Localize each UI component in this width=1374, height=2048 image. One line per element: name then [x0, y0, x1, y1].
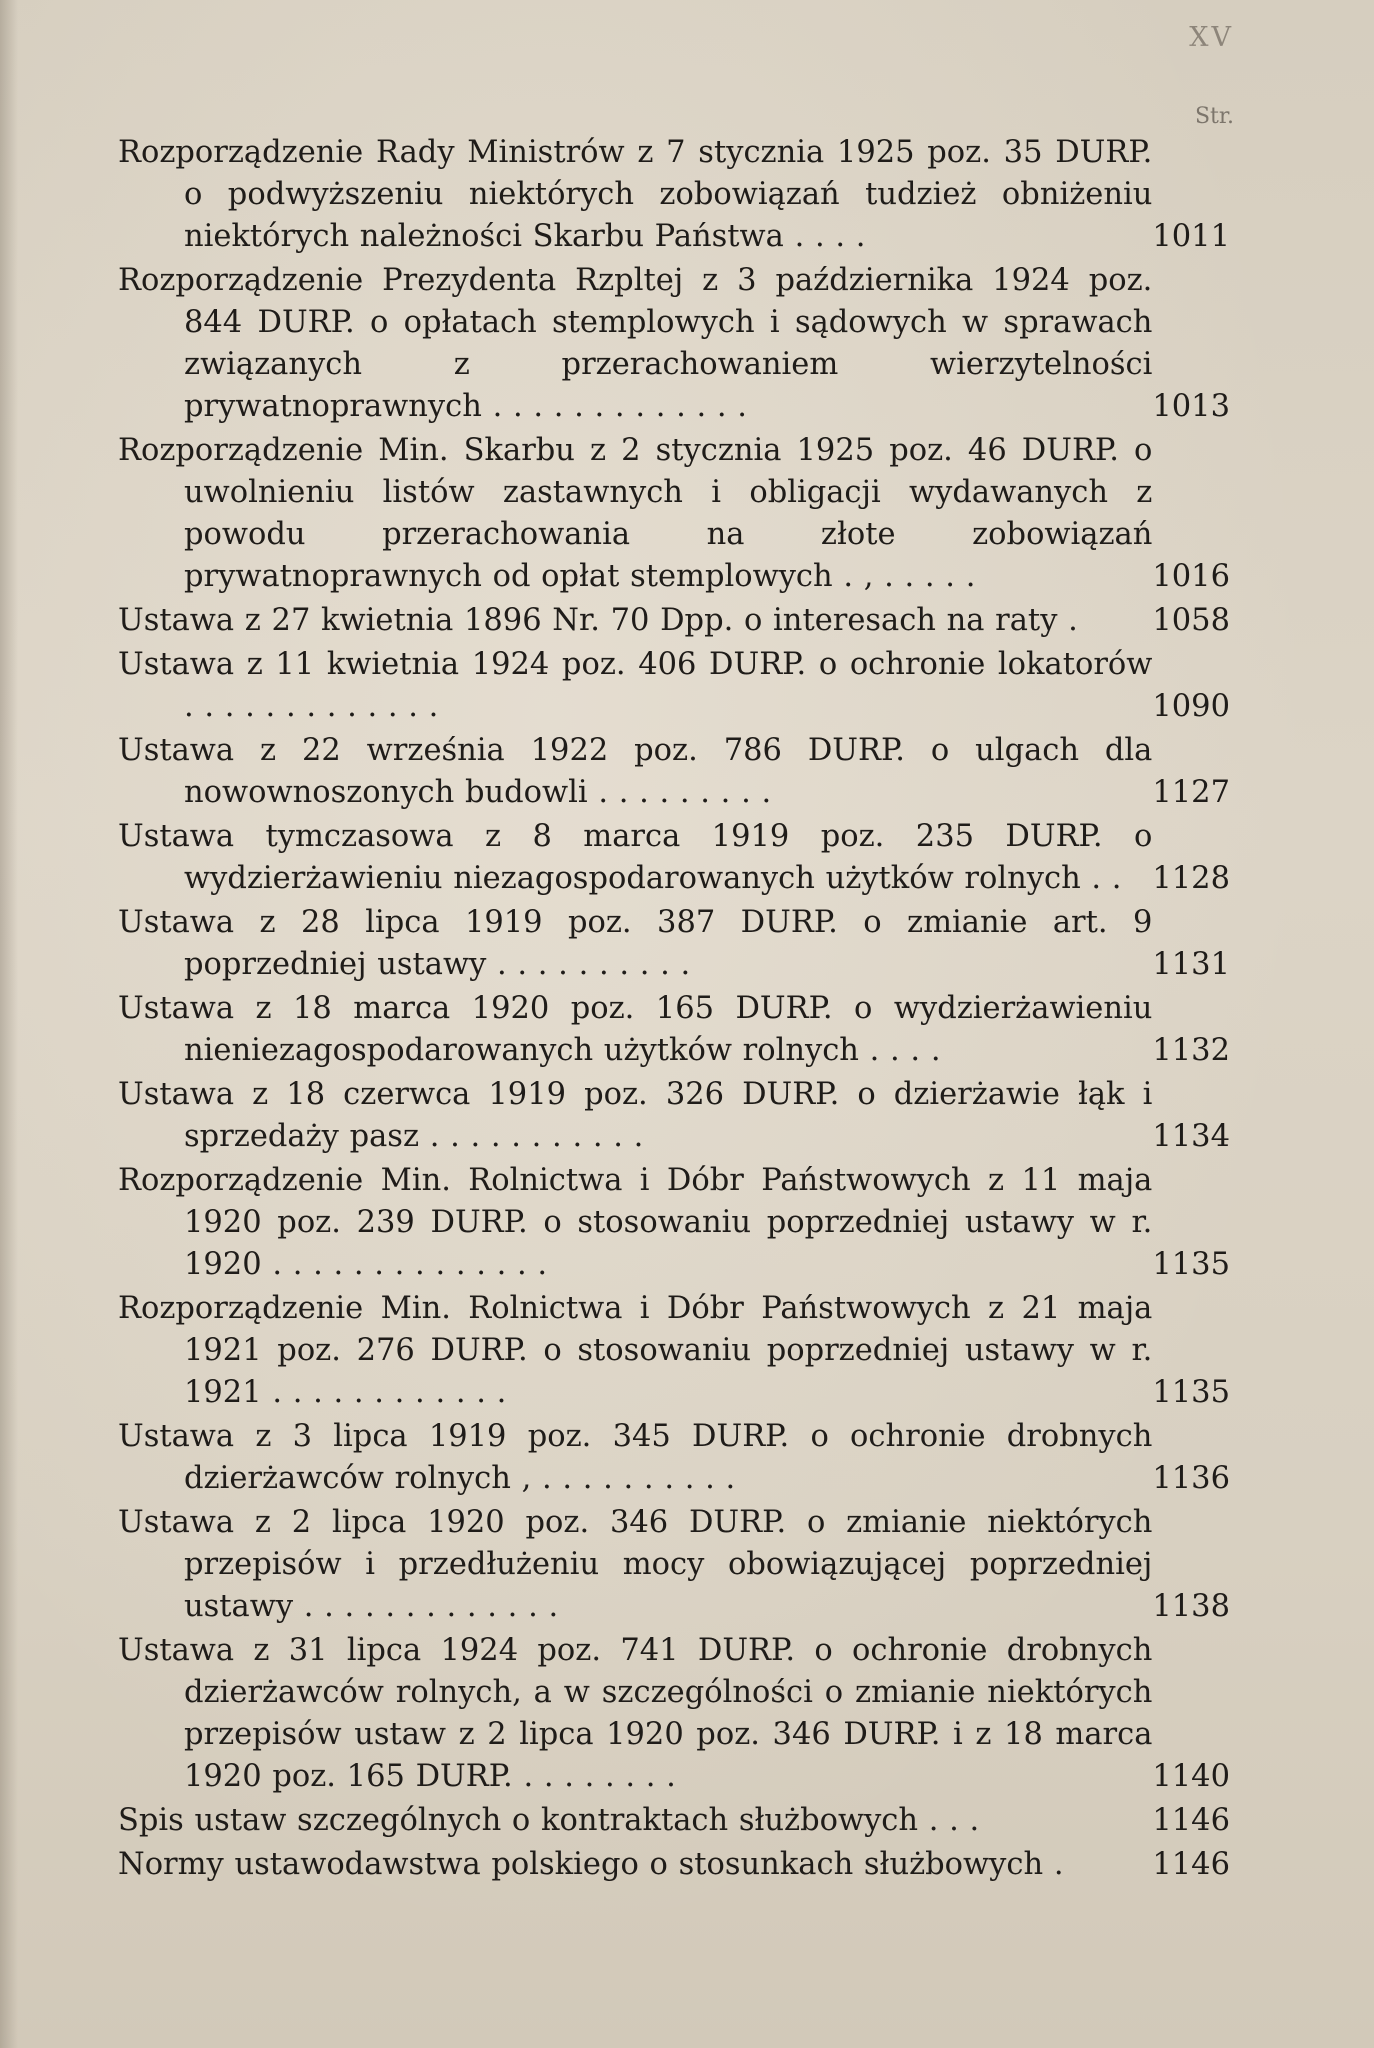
dot-leader: . . . . . . . . . . . . . [184, 689, 439, 724]
toc-entry-page: 1090 [1152, 689, 1230, 724]
toc-entry-title: Rozporządzenie Min. Skarbu z 2 stycznia 1925 poz. 46 DURP. o uwolnieniu listów zastawnych i obligacji wydawanych z powodu przerachowania na złote zobowiązań prywatnoprawnych od opłat stemplowych [118, 433, 1153, 594]
dot-leader: . [1068, 603, 1078, 638]
toc-entry-title: Rozporządzenie Min. Rolnictwa i Dóbr Państwowych z 11 maja 1920 poz. 239 DURP. o stosowaniu poprzedniej ustawy w r. 1920 [118, 1163, 1153, 1282]
page-number: XV [1189, 22, 1234, 53]
table-of-contents [118, 132, 1230, 1886]
toc-entry-title: Ustawa z 3 lipca 1919 poz. 345 DURP. o ochronie drobnych dzierżawców rolnych [118, 1419, 1153, 1496]
page-column-label: Str. [1194, 104, 1234, 129]
dot-leader: , . . . . . . . . . . [521, 1461, 736, 1496]
toc-entry-page: 1146 [1152, 1803, 1230, 1838]
toc-entry [118, 1416, 1230, 1500]
toc-entry [118, 902, 1230, 986]
toc-entry-title: Ustawa z 18 marca 1920 poz. 165 DURP. o wydzierżawieniu nieniezagospodarowanych użytków rolnych [118, 991, 1153, 1068]
toc-entry-title: Rozporządzenie Prezydenta Rzpltej z 3 października 1924 poz. 844 DURP. o opłatach stemplowych i sądowych w sprawach związanych z przerachowaniem wierzytelności prywatnoprawnych [118, 263, 1153, 424]
toc-entry-title: Ustawa z 18 czerwca 1919 poz. 326 DURP. o dzierżawie łąk i sprzedaży pasz [118, 1077, 1153, 1154]
toc-entry-title: Ustawa z 27 kwietnia 1896 Nr. 70 Dpp. o interesach na raty [118, 603, 1058, 638]
toc-entry [118, 1502, 1230, 1628]
toc-entry [118, 816, 1230, 900]
toc-entry-title: Ustawa z 11 kwietnia 1924 poz. 406 DURP. o ochronie lokatorów [118, 647, 1153, 682]
toc-entry [118, 730, 1230, 814]
toc-entry-title: Spis ustaw szczególnych o kontraktach służbowych [118, 1803, 919, 1838]
toc-entry-page: 1136 [1152, 1461, 1230, 1496]
toc-entry [118, 988, 1230, 1072]
toc-entry [118, 1074, 1230, 1158]
dot-leader: . . . . . . . . . . . . [272, 1375, 507, 1410]
dot-leader: . . . . [869, 1033, 941, 1068]
toc-entry [118, 644, 1230, 728]
toc-entry-page: 1146 [1152, 1847, 1230, 1882]
toc-entry-page: 1011 [1152, 219, 1230, 254]
toc-entry-title: Ustawa z 28 lipca 1919 poz. 387 DURP. o zmianie art. 9 poprzedniej ustawy [118, 905, 1153, 982]
toc-entry-page: 1134 [1152, 1119, 1230, 1154]
toc-entry-title: Rozporządzenie Rady Ministrów z 7 stycznia 1925 poz. 35 DURP. o podwyższeniu niektórych zobowiązań tudzież obniżeniu niektórych należności Skarbu Państwa [118, 135, 1153, 254]
toc-entry [118, 132, 1230, 258]
toc-entry-page: 1058 [1152, 603, 1230, 638]
toc-entry-title: Ustawa tymczasowa z 8 marca 1919 poz. 235 DURP. o wydzierżawieniu niezagospodarowanych użytków rolnych [118, 819, 1153, 896]
toc-entry-page: 1127 [1152, 775, 1230, 810]
toc-entry [118, 260, 1230, 428]
toc-entry-page: 1132 [1152, 1033, 1230, 1068]
toc-entry-page: 1135 [1152, 1375, 1230, 1410]
dot-leader: . . [1091, 861, 1122, 896]
toc-entry-title: Ustawa z 31 lipca 1924 poz. 741 DURP. o ochronie drobnych dzierżawców rolnych, a w szczególności o zmianie niektórych przepisów ustaw z 2 lipca 1920 poz. 346 DURP. i z 18 marca 1920 poz. 165 DURP. [118, 1633, 1153, 1794]
toc-entry [118, 1800, 1230, 1842]
toc-entry-page: 1128 [1152, 861, 1230, 896]
dot-leader: . . . . . . . . [523, 1759, 676, 1794]
dot-leader: . . . [928, 1803, 980, 1838]
toc-entry-title: Ustawa z 2 lipca 1920 poz. 346 DURP. o zmianie niektórych przepisów i przedłużeniu mocy obowiązującej poprzedniej ustawy [118, 1505, 1153, 1624]
dot-leader: . . . . . . . . . . . [429, 1119, 644, 1154]
toc-entry-title: Normy ustawodawstwa polskiego o stosunkach służbowych [118, 1847, 1044, 1882]
toc-entry-page: 1135 [1152, 1247, 1230, 1282]
toc-entry [118, 600, 1230, 642]
toc-entry-page: 1131 [1152, 947, 1230, 982]
toc-entry [118, 430, 1230, 598]
dot-leader: . . . . . . . . . . [497, 947, 691, 982]
dot-leader: . , . . . . . [843, 559, 976, 594]
toc-entry-page: 1140 [1152, 1759, 1230, 1794]
dot-leader: . . . . . . . . . . . . . . [272, 1247, 548, 1282]
dot-leader: . . . . . . . . . . . . . [492, 389, 747, 424]
toc-entry [118, 1630, 1230, 1798]
toc-entry [118, 1844, 1230, 1886]
dot-leader: . . . . . . . . . [598, 775, 772, 810]
toc-entry-page: 1138 [1152, 1589, 1230, 1624]
toc-entry-title: Rozporządzenie Min. Rolnictwa i Dóbr Państwowych z 21 maja 1921 poz. 276 DURP. o stosowaniu poprzedniej ustawy w r. 1921 [118, 1291, 1153, 1410]
toc-entry [118, 1160, 1230, 1286]
toc-entry-page: 1016 [1152, 559, 1230, 594]
toc-entry [118, 1288, 1230, 1414]
dot-leader: . . . . . . . . . . . . . [303, 1589, 559, 1624]
dot-leader: . . . . [794, 219, 866, 254]
toc-entry-title: Ustawa z 22 września 1922 poz. 786 DURP. o ulgach dla nowownoszonych budowli [118, 733, 1153, 810]
dot-leader: . [1053, 1847, 1064, 1882]
toc-entry-page: 1013 [1152, 389, 1230, 424]
